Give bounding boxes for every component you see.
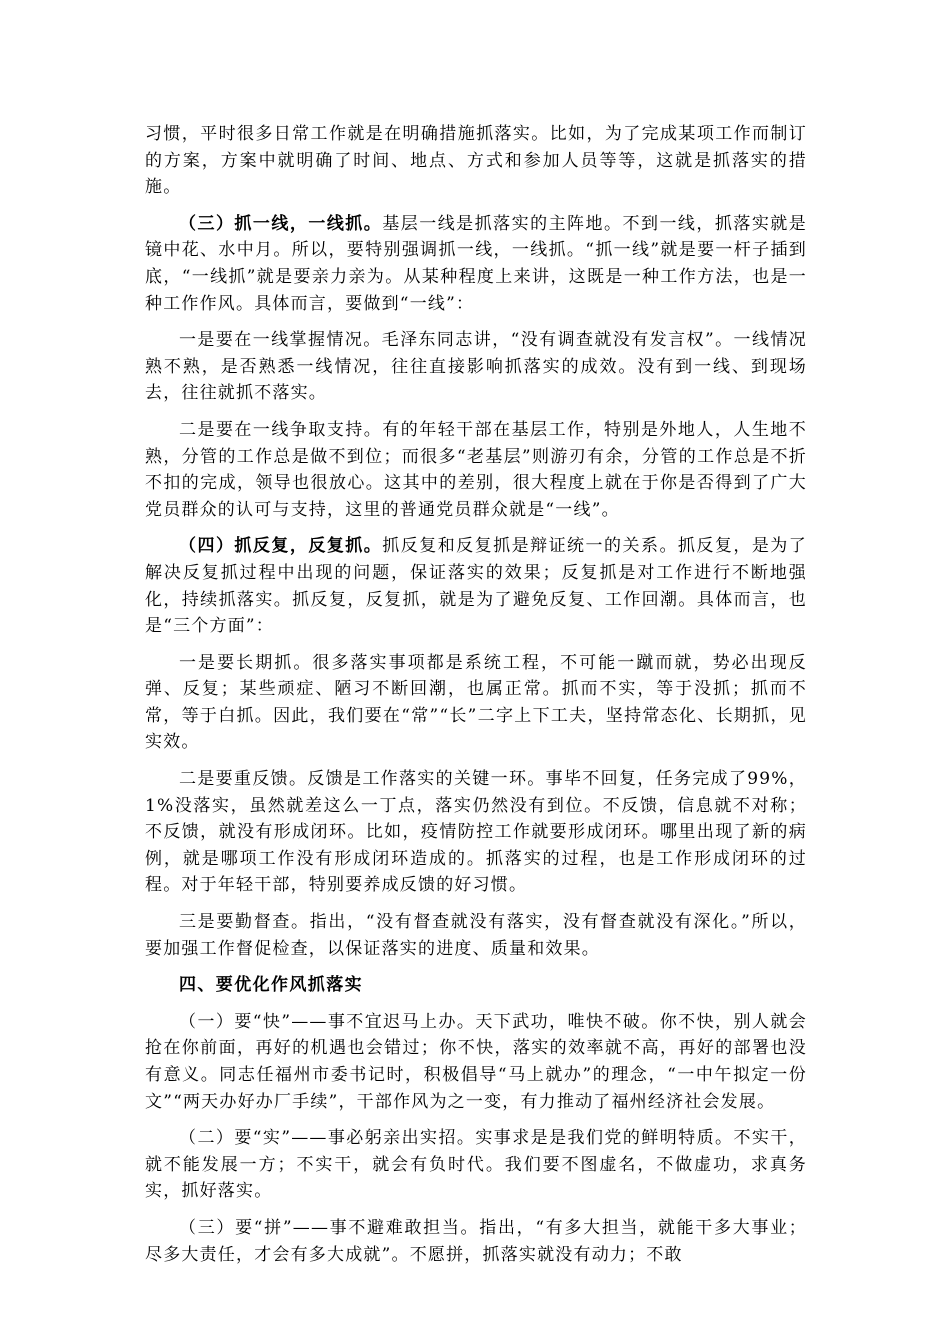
paragraph-text: 三是要勤督查。指出，“没有督查就没有落实，没有督查就没有深化。”所以，要加强工作督促检查，以保证落实的进度、质量和效果。 — [145, 912, 807, 959]
paragraph-text: 抓反复和反复抓是辩证统一的关系。抓反复，是为了解决反复抓过程中出现的问题，保证落实的效果；反复抓是对工作进行不断地强化，持续抓落实。抓反复，反复抓，就是为了避免反复、工作回潮。具体而言，也是“三个方面”： — [145, 536, 807, 637]
paragraph-text: （三）要“拼”——事不避难敢担当。指出，“有多大担当，就能干多大事业；尽多大责任，才会有多大成就”。不愿拼，抓落实就没有动力；不敢 — [145, 1217, 807, 1265]
paragraph-frontline-point-one — [145, 327, 807, 407]
paragraph-text: 二是要重反馈。反馈是工作落实的关键一环。事毕不回复，任务完成了99%，1%没落实，虽然就差这么一丁点，落实仍然没有到位。不反馈，信息就不对称；不反馈，就没有形成闭环。比如，疫情防控工作就要形成闭环。哪里出现了新的病例，就是哪项工作没有形成闭环造成的。抓落实的过程，也是工作形成闭环的过程。对于年轻干部，特别要养成反馈的好习惯。 — [145, 769, 807, 896]
paragraph-text: 习惯，平时很多日常工作就是在明确措施抓落实。比如，为了完成某项工作而制订的方案，方案中就明确了时间、地点、方式和参加人员等等，这就是抓落实的措施。 — [145, 124, 807, 198]
paragraph-text: 一是要在一线掌握情况。毛泽东同志讲，“没有调查就没有发言权”。一线情况熟不熟，是否熟悉一线情况，往往直接影响抓落实的成效。没有到一线、到现场去，往往就抓不落实。 — [145, 330, 807, 404]
paragraph-text: （一）要“快”——事不宜迟马上办。天下武功，唯快不破。你不快，别人就会抢在你前面，再好的机遇也会错过；你不快，落实的效率就不高，再好的部署也没有意义。同志任福州市委书记时，积极倡导“马上就办”的理念，“一中午拟定一份文”“两天办好办厂手续”，干部作风为之一变，有力推动了福州经济社会发展。 — [145, 1011, 807, 1112]
paragraph-text: 一是要长期抓。很多落实事项都是系统工程，不可能一蹴而就，势必出现反弹、反复；某些顽症、陋习不断回潮，也属正常。抓而不实，等于没抓；抓而不常，等于白抓。因此，我们要在“常”“长”二字上下工夫，坚持常态化、长期抓，见实效。 — [145, 652, 807, 753]
paragraph-repetition — [145, 533, 807, 639]
paragraph-strive — [145, 1215, 807, 1268]
paragraph-frontline — [145, 211, 807, 317]
section-heading-four: 四、要优化作风抓落实 — [179, 975, 363, 996]
document-page — [145, 121, 807, 1278]
paragraph-repetition-point-three — [145, 909, 807, 962]
paragraph-text: 基层一线是抓落实的主阵地。不到一线，抓落实就是镜中花、水中月。所以，要特别强调抓一线，一线抓。“抓一线”就是要一杆子插到底，“一线抓”就是要亲力亲为。从某种程度上来讲，这既是一种工作方法，也是一种工作作风。具体而言，要做到“一线”： — [145, 213, 807, 314]
paragraph-repetition-point-two — [145, 766, 807, 899]
paragraph-measures-continued — [145, 121, 807, 201]
paragraph-practical — [145, 1125, 807, 1205]
paragraph-fast — [145, 1009, 807, 1115]
paragraph-text: （二）要“实”——事必躬亲出实招。实事求是是我们党的鲜明特质。不实干，就不能发展一方；不实干，就会有负时代。我们要不图虚名，不做虚功，求真务实，抓好落实。 — [145, 1128, 807, 1202]
paragraph-frontline-point-two — [145, 417, 807, 523]
paragraph-text: 二是要在一线争取支持。有的年轻干部在基层工作，特别是外地人，人生地不熟，分管的工作总是做不到位；而很多“老基层”则游刃有余，分管的工作总是不折不扣的完成，领导也很放心。这其中的差别，很大程度上就在于你是否得到了广大党员群众的认可与支持，这里的普通党员群众就是“一线”。 — [145, 419, 807, 520]
paragraph-lead: （三）抓一线，一线抓。 — [179, 213, 383, 234]
paragraph-repetition-point-one — [145, 650, 807, 756]
paragraph-lead: （四）抓反复，反复抓。 — [179, 536, 383, 557]
